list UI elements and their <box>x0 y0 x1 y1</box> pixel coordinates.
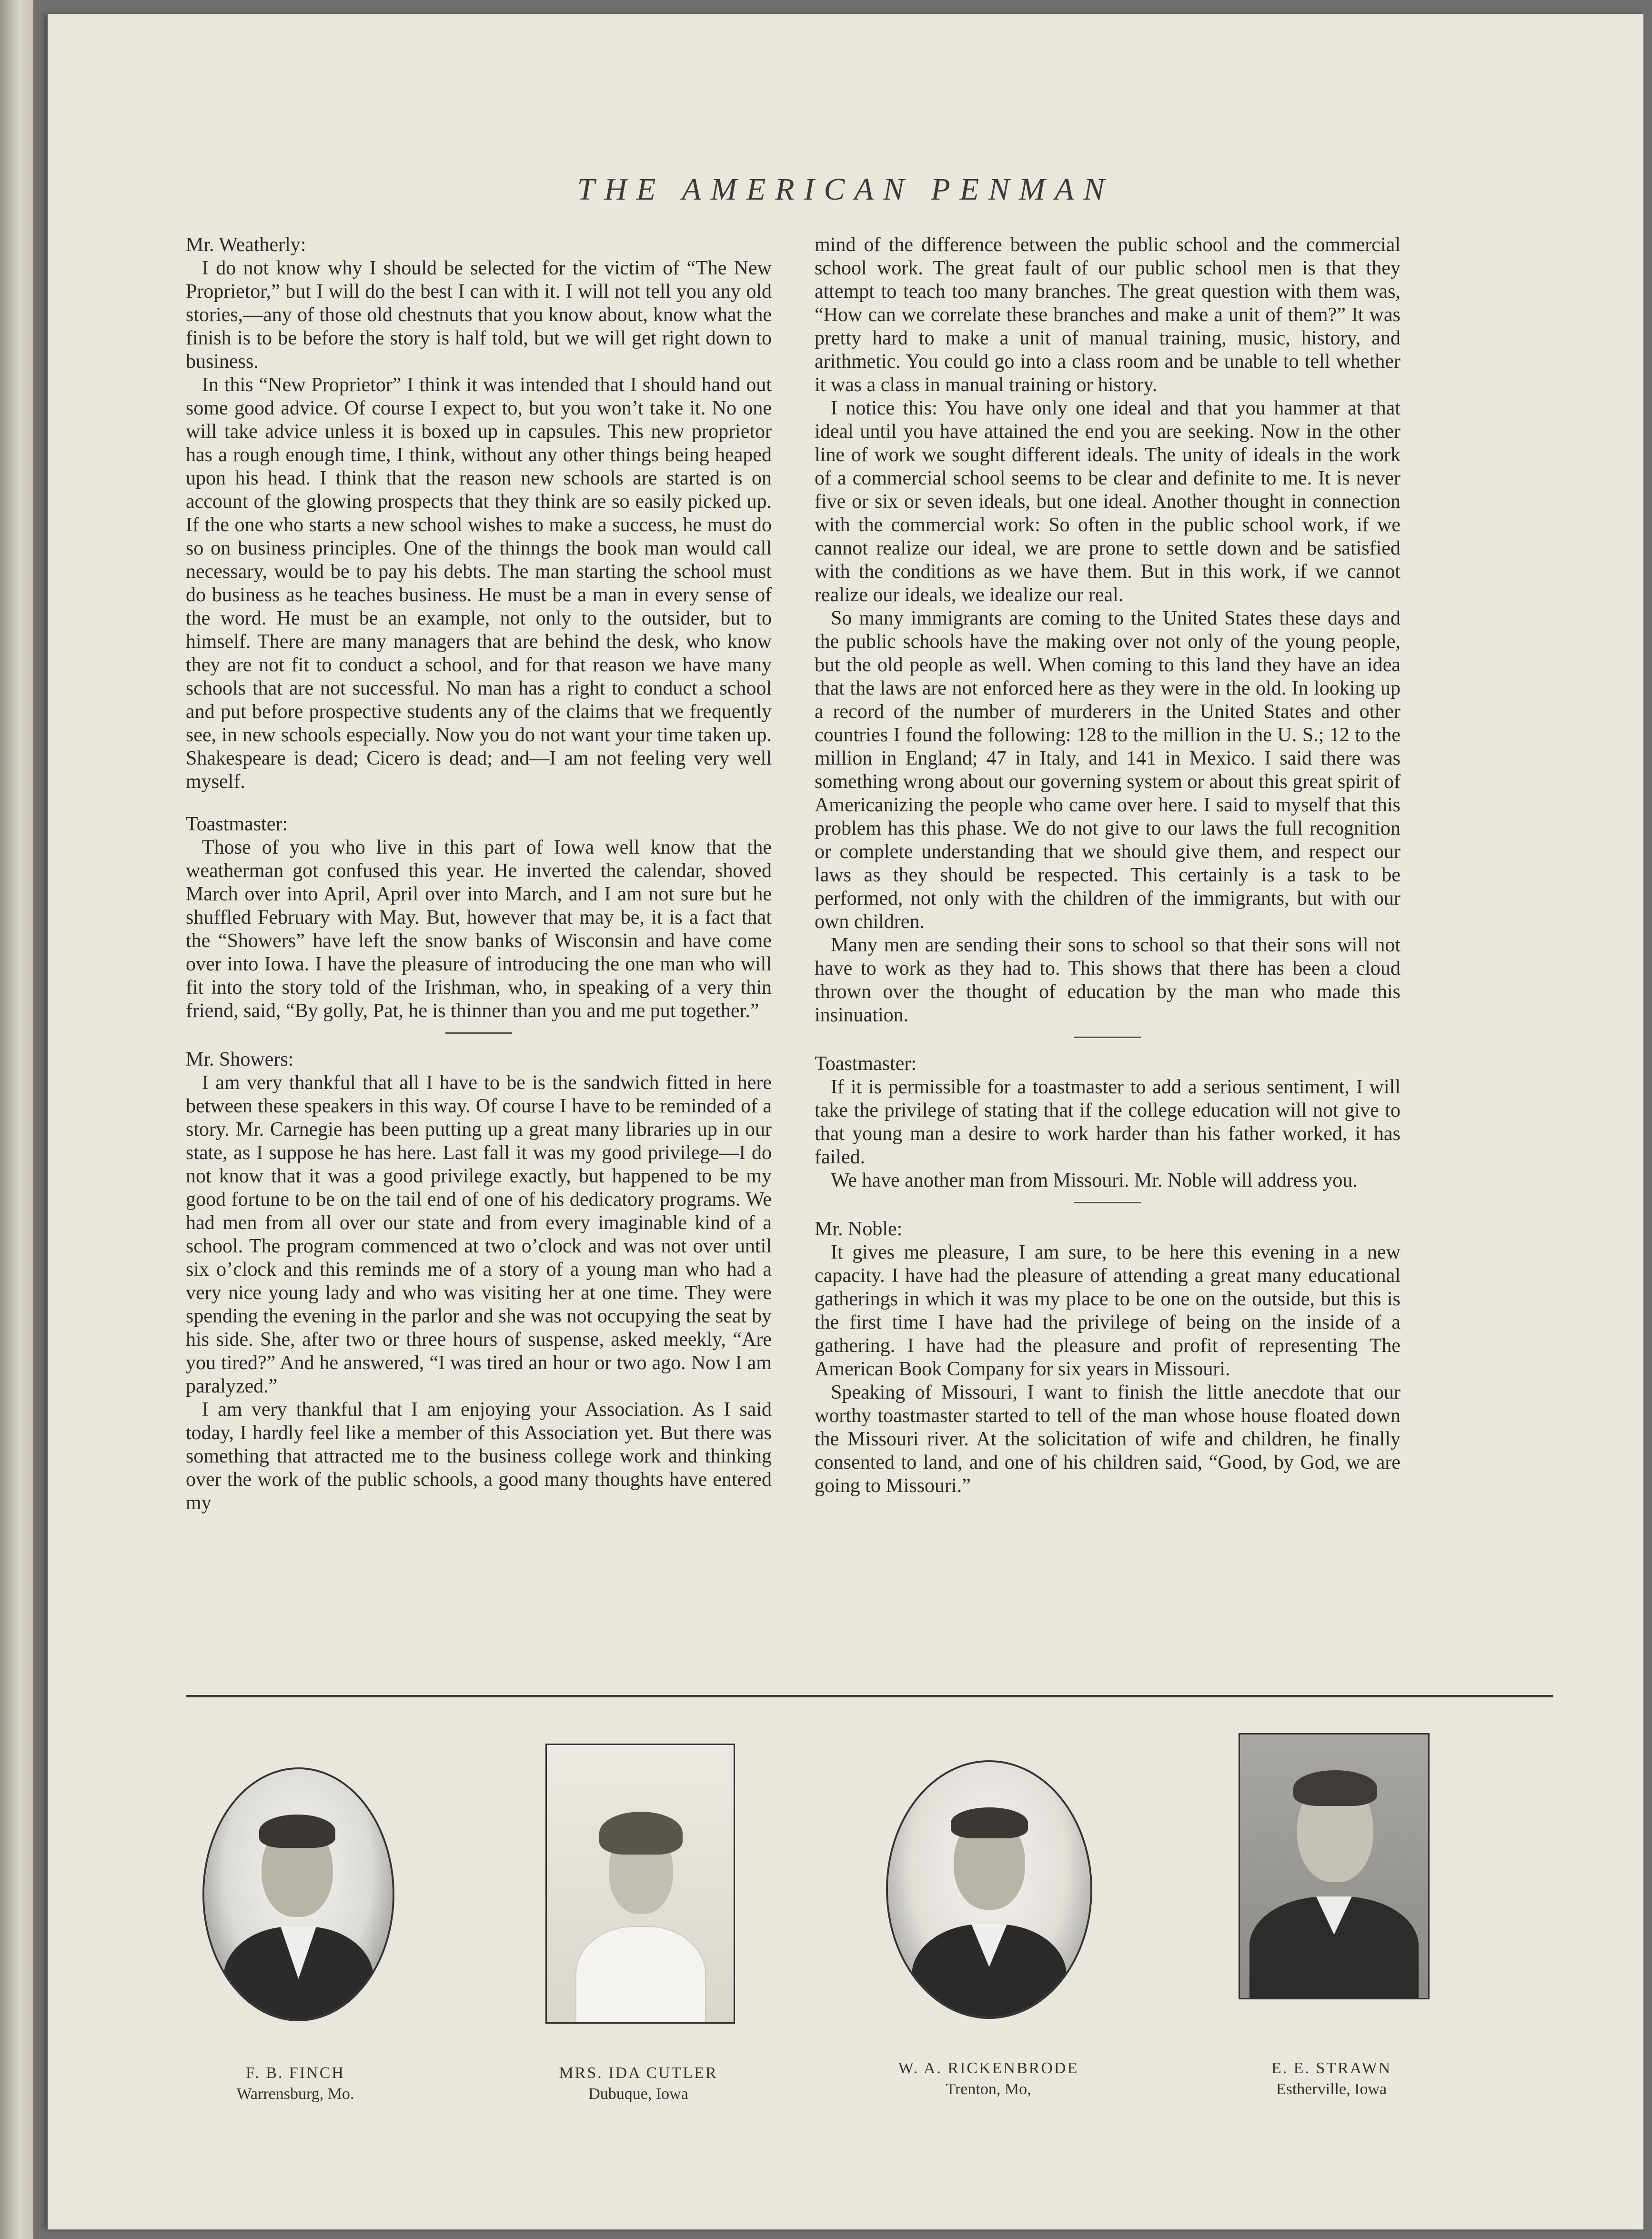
portrait-place: Trenton, Mo, <box>946 2080 1031 2098</box>
portrait-cutler <box>545 1744 735 2024</box>
caption-cutler <box>495 2063 781 2105</box>
magazine-page <box>48 14 1643 2229</box>
speaker-heading: Mr. Noble: <box>815 1218 903 1240</box>
paragraph: In this “New Proprietor” I think it was intended that I should hand out some good advice. Of course I expect to, but you won’t take it. No one will take advice unless it is boxed up in capsules. This new proprietor has a rough enough time, I think, without any other things being heaped upon his head. I think that the reason new schools are started is on account of the glowing prospects that they think are so easily picked up. If the one who starts a new school wishes to make a success, he must do so on business principles. One of the thinngs the book man would call necessary, would be to pay his debts. The man starting the school must do business as he teaches business. He must be a man in every sense of the word. He must be an example, not only to the outsider, but to himself. There are many managers that are behind the desk, who know they are not fit to conduct a school, and for that reason we have many schools that are not successful. No man has a right to conduct a school and put before prospective students any of the claims that we frequently see, in new schools especially. Now you do not want your time taken up. Shakespeare is dead; Cicero is dead; and—I am not feeling very well myself. <box>186 374 772 793</box>
paragraph-continued: mind of the difference between the public school and the commercial school work. The great fault of our public school men is that they attempt to teach too many branches. The great question with them was, “How can we correlate these branches and make a unit of them?” It was pretty hard to make a unit of manual training, music, history, and arithmetic. You could go into a class room and be unable to tell whether it was a class in manual training or history. <box>815 234 1400 396</box>
speaker-heading: Mr. Showers: <box>186 1049 294 1070</box>
portrait-rickenbrode <box>886 1760 1092 2019</box>
paragraph: Speaking of Missouri, I want to finish the little anecdote that our worthy toastmaster started to tell of the man whose house floated down the Missouri river. At the solicitation of wife and children, he finally consented to land, and one of his children said, “Good, by God, we are going to Missouri.” <box>815 1382 1400 1497</box>
portrait-finch <box>202 1767 394 2021</box>
paragraph: We have another man from Missouri. Mr. Noble will address you. <box>831 1170 1358 1191</box>
section-separator <box>445 1032 512 1034</box>
portrait-strawn <box>1239 1733 1430 1999</box>
portrait-place: Dubuque, Iowa <box>588 2085 688 2103</box>
paragraph: If it is permissible for a toastmaster to add a serious sentiment, I will take the privilege of stating that if the college education will not give to that young man a desire to work harder than his father worked, it has failed. <box>815 1076 1400 1168</box>
portrait-name: F. B. FINCH <box>246 2064 345 2082</box>
paragraph: It gives me pleasure, I am sure, to be here this evening in a new capacity. I have had the pleasure of attending a great many educational gatherings in which it was my place to be one on the outside, but this is the first time I have had the privilege of being on the inside of a gathering. I have had the pleasure and profit of representing The American Book Company for six years in Missouri. <box>815 1241 1400 1380</box>
paragraph: Many men are sending their sons to school so that their sons will not have to work as they had to. This shows that there has been a cloud thrown over the thought of education by the man who made this insinuation. <box>815 934 1400 1026</box>
portrait-place: Warrensburg, Mo. <box>236 2085 354 2103</box>
paragraph: So many immigrants are coming to the United States these days and the public schools have the making over not only of the young people, but the old people as well. When coming to this land they have an idea that the laws are not enforced here as they were in the old. In looking up a record of the number of murderers in the United States and other countries I found the following: 128 to the million in the U. S.; 12 to the million in England; 47 in Italy, and 141 in Mexico. I said there was something wrong about our governing system or about this great spirit of Americanizing the people who came over here. I said to myself that this problem has this phase. We do not give to our laws the full recognition or complete understanding that we should give them, and respect our laws as they should be respected. This certainly is a task to be performed, not only with the children of the immigrants, but with our own children. <box>815 607 1400 933</box>
section-separator <box>1074 1202 1141 1203</box>
paragraph: I am very thankful that I am enjoying your Association. As I said today, I hardly feel like a member of this Association yet. But there was something that attracted me to the business college work and thinking over the work of the public schools, a good many thoughts have entered my <box>186 1399 772 1514</box>
paragraph: I do not know why I should be selected for the victim of “The New Proprietor,” but I will do the best I can with it. I will not tell you any old stories,—any of those old chestnuts that you know about, know what the finish is to be before the story is half told, but we will get right down to business. <box>186 257 772 373</box>
paragraph: Those of you who live in this part of Iowa well know that the weatherman got confused this year. He inverted the calendar, shoved March over into April, April over into March, and I am not sure but he shuffled February with May. But, however that may be, it is a fact that the “Showers” have left the snow banks of Wisconsin and have come over into Iowa. I have the pleasure of introducing the one man who will fit into the story told of the Irishman, who, in speaking of a very thin friend, said, “By golly, Pat, he is thinner than you and me put together.” <box>186 837 772 1022</box>
caption-finch <box>152 2063 438 2105</box>
speaker-heading: Mr. Weatherly: <box>186 234 306 256</box>
portrait-name: E. E. STRAWN <box>1271 2059 1392 2077</box>
paragraph: I am very thankful that all I have to be is the sandwich fitted in here between these speakers in this way. Of course I have to be reminded of a story. Mr. Carnegie has been putting up a great many libraries up in our state, as I suppose he has here. Last fall it was my good privilege—I do not know that it was a good privilege exactly, but happened to be my good fortune to be on the tail end of one of his dedicatory programs. We had men from all over our state and from every imaginable kind of a school. The program commenced at two o’clock and was not over until six o’clock and this reminds me of a story of a young man who had a very nice young lady and who was visiting her at one time. They were spending the evening in the parlor and she was not occupying the seat by his side. She, after two or three hours of suspense, asked meekly, “Are you tired?” And he answered, “I was tired an hour or two ago. Now I am paralyzed.” <box>186 1072 772 1397</box>
section-separator <box>1074 1037 1141 1038</box>
portrait-place: Estherville, Iowa <box>1276 2080 1387 2098</box>
horizontal-rule <box>186 1695 1553 1697</box>
caption-strawn <box>1189 2058 1474 2100</box>
speaker-heading: Toastmaster: <box>815 1053 917 1075</box>
portrait-name: W. A. RICKENBRODE <box>898 2059 1079 2077</box>
paragraph: I notice this: You have only one ideal and that you hammer at that ideal until you have attained the end you are seeking. Now in the other line of work we sought different ideals. The unity of ideals in the work of a commercial school seems to be clear and definite to me. It is never five or six or seven ideals, but one ideal. Another thought in connection with the commercial work: So often in the public school work, if we cannot realize our ideal, we are prone to settle down and be satisfied with the conditions as we have them. But in this work, if we cannot realize our ideals, we idealize our real. <box>815 397 1400 606</box>
right-column <box>815 233 1400 1498</box>
caption-rickenbrode <box>846 2058 1131 2100</box>
speaker-heading: Toastmaster: <box>186 813 288 835</box>
binding-edge <box>0 0 33 2239</box>
page-header: THE AMERICAN PENMAN <box>577 172 1114 207</box>
left-column <box>186 233 772 1515</box>
portrait-name: MRS. IDA CUTLER <box>559 2064 718 2082</box>
